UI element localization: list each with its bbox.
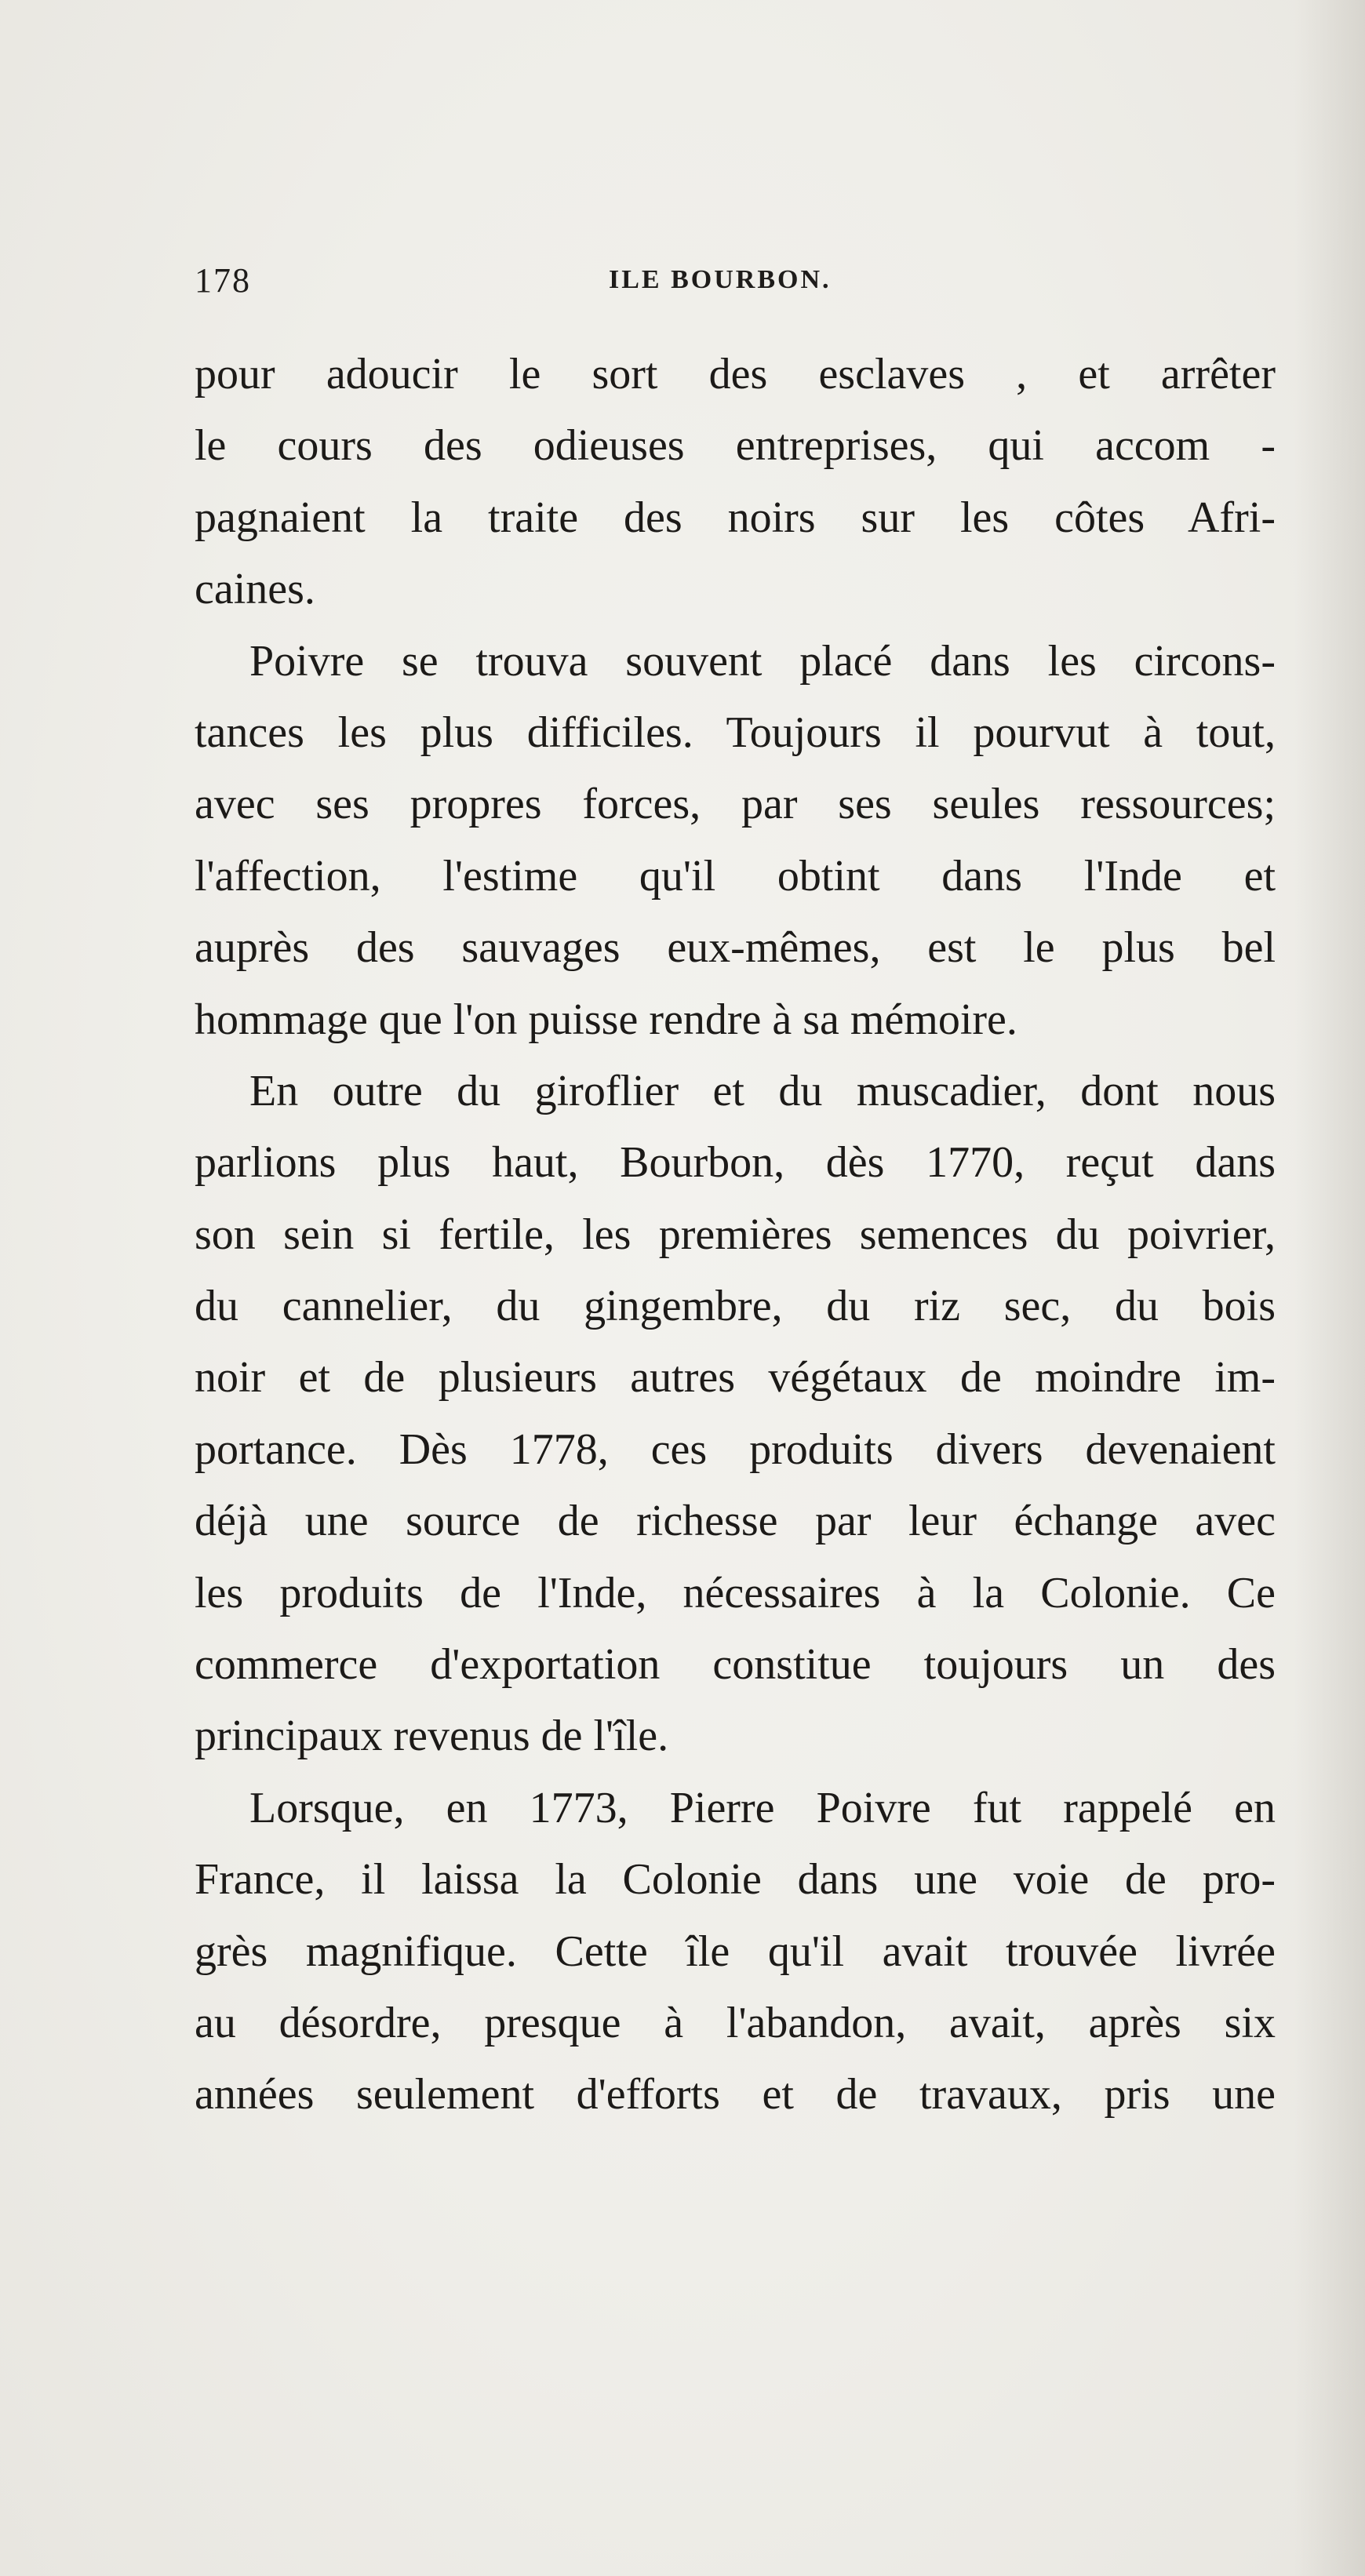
page-edge-shadow (1294, 0, 1365, 2576)
page-header (195, 260, 1167, 307)
text-line: France, il laissa la Colonie dans une voie de pro- (195, 1855, 1276, 1905)
text-line: son sein si fertile, les premières semences du poivrier, (195, 1210, 1276, 1259)
text-line: En outre du giroflier et du muscadier, dont nous (249, 1066, 1276, 1115)
text-line: parlions plus haut, Bourbon, dès 1770, reçut dans (195, 1138, 1276, 1188)
text-line: au désordre, presque à l'abandon, avait, après six (195, 1998, 1276, 2047)
text-line: avec ses propres forces, par ses seules ressources; (195, 780, 1276, 829)
running-title: ILE BOURBON. (609, 265, 832, 294)
text-line: l'affection, l'estime qu'il obtint dans l'Inde et (195, 851, 1276, 901)
text-line: Poivre se trouva souvent placé dans les circons- (249, 636, 1276, 686)
text-line: principaux revenus de l'île. (195, 1712, 669, 1761)
text-line: du cannelier, du gingembre, du riz sec, du bois (195, 1282, 1276, 1331)
text-line: grès magnifique. Cette île qu'il avait trouvée livrée (195, 1927, 1276, 1976)
text-line: portance. Dès 1778, ces produits divers devenaient (195, 1424, 1276, 1474)
text-line: commerce d'exportation constitue toujours un des (195, 1640, 1276, 1690)
text-line: pour adoucir le sort des esclaves , et arrêter (195, 350, 1276, 398)
text-line: déjà une source de richesse par leur échange avec (195, 1497, 1276, 1546)
text-line: noir et de plusieurs autres végétaux de moindre im- (195, 1353, 1276, 1403)
text-line: le cours des odieuses entreprises, qui accom - (195, 421, 1276, 471)
text-line: années seulement d'efforts et de travaux, pris une (195, 2070, 1276, 2119)
text-line: caines. (195, 565, 315, 614)
text-line: les produits de l'Inde, nécessaires à la Colonie. Ce (195, 1568, 1276, 1617)
text-line: hommage que l'on puisse rendre à sa mémoire. (195, 995, 1017, 1044)
text-line: pagnaient la traite des noirs sur les côtes Afri- (195, 493, 1276, 542)
text-line: tances les plus difficiles. Toujours il pourvut à tout, (195, 708, 1276, 757)
page-number: 178 (195, 261, 251, 300)
body-text (195, 339, 1276, 2131)
text-line: Lorsque, en 1773, Pierre Poivre fut rappelé en (249, 1783, 1276, 1832)
text-line: auprès des sauvages eux-mêmes, est le plus bel (195, 923, 1276, 973)
